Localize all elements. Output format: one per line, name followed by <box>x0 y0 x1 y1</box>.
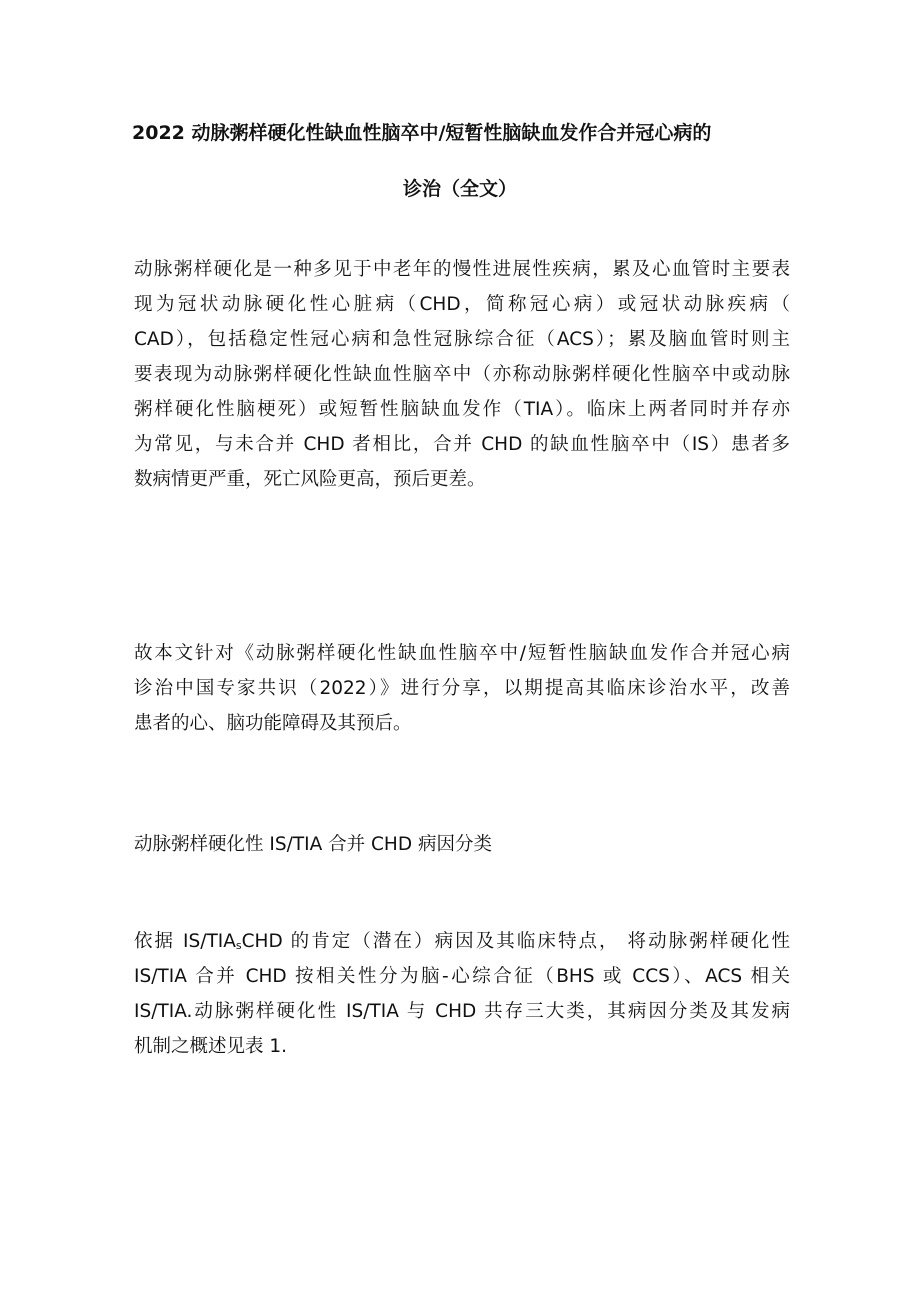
paragraph-line-part: 依据 IS/TIA <box>134 931 236 952</box>
paragraph-line: 要表现为动脉粥样硬化性缺血性脑卒中（亦称动脉粥样硬化性脑卒中或动脉 <box>134 364 790 385</box>
section-heading <box>134 827 790 862</box>
paragraph-line: 为常见，与未合并 CHD 者相比，合并 CHD 的缺血性脑卒中（IS）患者多 <box>134 434 790 455</box>
paragraph-line: 粥样硬化性脑梗死）或短暂性脑缺血发作（TIA）。临床上两者同时并存亦 <box>134 399 790 420</box>
paragraph-line: 现为冠状动脉硬化性心脏病（CHD，简称冠心病）或冠状动脉疾病（ <box>134 294 790 315</box>
paragraph-line-part: CHD 的肯定（潜在）病因及其临床特点， 将动脉粥样硬化性 <box>241 931 790 952</box>
paragraph-line: 患者的心、脑功能障碍及其预后。 <box>134 713 412 734</box>
paragraph-line: IS/TIA 合并 CHD 按相关性分为脑-心综合征（BHS 或 CCS）、ACS 相关 <box>134 966 790 987</box>
paragraph-line: 诊治中国专家共识（2022）》进行分享，以期提高其临床诊治水平，改善 <box>134 678 790 699</box>
document-title-line-1: 2022 动脉粥样硬化性缺血性脑卒中/短暂性脑缺血发作合并冠心病的 <box>132 122 712 144</box>
paragraph-line: 动脉粥样硬化是一种多见于中老年的慢性进展性疾病，累及心血管时主要表 <box>134 259 790 280</box>
paragraph-purpose <box>134 636 790 741</box>
paragraph-classification <box>134 924 790 1064</box>
paragraph-line: CAD），包括稳定性冠心病和急性冠脉综合征（ACS）；累及脑血管时则主 <box>134 329 790 350</box>
paragraph-line: IS/TIA.动脉粥样硬化性 IS/TIA 与 CHD 共存三大类，其病因分类及其发病 <box>134 1001 790 1022</box>
subscript-text: s <box>235 939 242 952</box>
document-title-line-2: 诊治（全文） <box>402 178 517 200</box>
paragraph-intro <box>134 252 790 497</box>
section-heading-text: 动脉粥样硬化性 IS/TIA 合并 CHD 病因分类 <box>134 834 492 855</box>
paragraph-line <box>134 924 790 959</box>
paragraph-line: 机制之概述见表 1. <box>134 1036 288 1057</box>
paragraph-line: 故本文针对《动脉粥样硬化性缺血性脑卒中/短暂性脑缺血发作合并冠心病 <box>134 643 790 664</box>
paragraph-line: 数病情更严重，死亡风险更高，预后更差。 <box>134 469 486 490</box>
